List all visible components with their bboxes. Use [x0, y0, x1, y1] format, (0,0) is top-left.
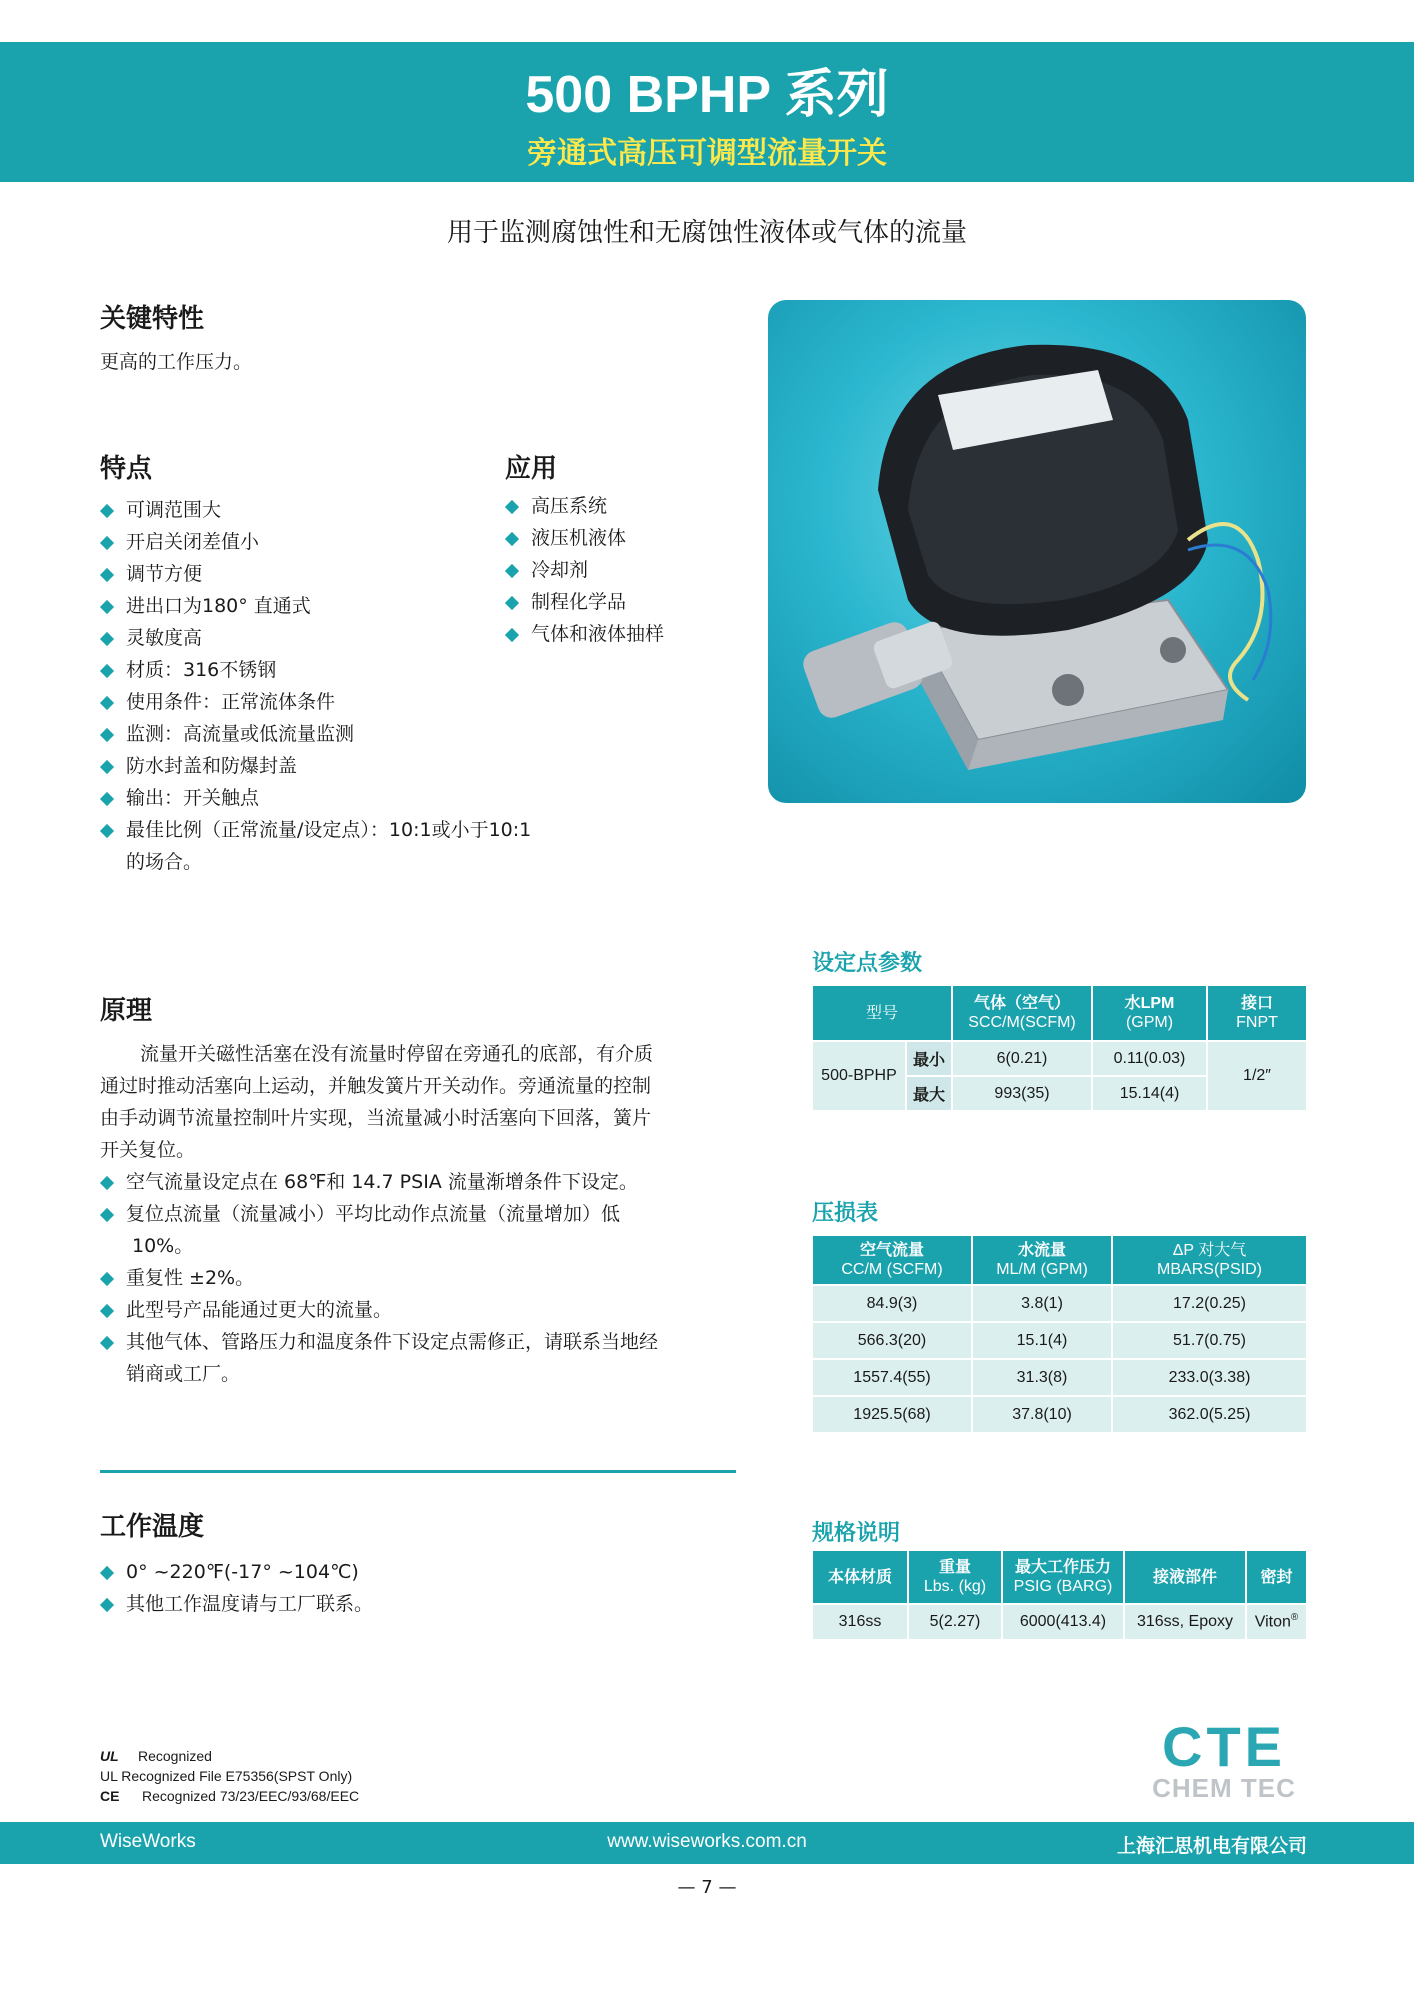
cert-block	[100, 1746, 359, 1806]
footer-brand: WiseWorks	[100, 1831, 196, 1852]
table-cell: 1557.4(55)	[812, 1359, 972, 1396]
page-subtitle: 旁通式高压可调型流量开关	[527, 136, 887, 171]
cte-logo	[1140, 1715, 1308, 1803]
product-photo	[768, 300, 1306, 803]
list-item: 空气流量设定点在 68℉和 14.7 PSIA 流量渐增条件下设定。	[100, 1166, 750, 1198]
list-item: 此型号产品能通过更大的流量。	[100, 1294, 750, 1326]
bullet-diamond-icon	[100, 568, 114, 582]
applications-heading: 应用	[505, 454, 558, 484]
column-header: 接口 FNPT	[1207, 985, 1307, 1041]
table-cell: 0.11(0.03)	[1092, 1041, 1207, 1076]
bullet-diamond-icon	[100, 1176, 114, 1190]
table-cell: 6(0.21)	[952, 1041, 1092, 1076]
list-item: 可调范围大	[100, 494, 580, 526]
list-item: 使用条件：正常流体条件	[100, 686, 580, 718]
footer-company: 上海汇思机电有限公司	[1116, 1835, 1307, 1857]
logo-top: CTE	[1162, 1715, 1286, 1778]
column-header: 气体（空气） SCC/M(SCFM)	[952, 985, 1092, 1041]
bullet-diamond-icon	[100, 600, 114, 614]
bullet-diamond-icon	[505, 532, 519, 546]
list-item: 进出口为180° 直通式	[100, 590, 580, 622]
bullet-diamond-icon	[100, 1566, 114, 1580]
table-cell: 316ss, Epoxy	[1124, 1604, 1246, 1640]
flow-switch-illustration	[768, 300, 1306, 803]
column-header: 型号	[812, 985, 952, 1041]
list-item-continuation: 的场合。	[126, 851, 203, 873]
table-cell: 5(2.27)	[908, 1604, 1002, 1640]
ul-mark-icon: UL	[100, 1748, 119, 1764]
bullet-diamond-icon	[505, 596, 519, 610]
bullet-diamond-icon	[100, 1336, 114, 1350]
bullet-diamond-icon	[505, 564, 519, 578]
logo-bottom: CHEM TEC	[1152, 1773, 1296, 1803]
table-cell: 最大	[906, 1076, 952, 1111]
bullet-diamond-icon	[100, 792, 114, 806]
column-header: ΔP 对大气 MBARS(PSID)	[1112, 1235, 1307, 1285]
bullet-diamond-icon	[100, 664, 114, 678]
column-header: 本体材质	[812, 1550, 908, 1604]
temperature-heading: 工作温度	[100, 1512, 205, 1542]
list-item: 冷却剂	[505, 554, 765, 586]
tagline: 用于监测腐蚀性和无腐蚀性液体或气体的流量	[446, 218, 967, 248]
table-cell: 51.7(0.75)	[1112, 1322, 1307, 1359]
table-cell: 6000(413.4)	[1002, 1604, 1124, 1640]
principle-bullets	[100, 1166, 750, 1390]
bullet-diamond-icon	[100, 536, 114, 550]
list-item: 调节方便	[100, 558, 580, 590]
principle-line: 通过时推动活塞向上运动，并触发簧片开关动作。旁通流量的控制	[100, 1075, 652, 1097]
table-cell: 316ss	[812, 1604, 908, 1640]
list-item: 材质：316不锈钢	[100, 654, 580, 686]
list-item: 其他工作温度请与工厂联系。	[100, 1588, 700, 1620]
table-cell: 362.0(5.25)	[1112, 1396, 1307, 1433]
table-row	[812, 1322, 1307, 1359]
bullet-diamond-icon	[100, 696, 114, 710]
list-item: 防水封盖和防爆封盖	[100, 750, 580, 782]
table-cell: 3.8(1)	[972, 1285, 1112, 1322]
list-item: 监测：高流量或低流量监测	[100, 718, 580, 750]
table-row	[812, 1396, 1307, 1433]
table-row	[812, 1285, 1307, 1322]
ce-mark-icon: CE	[100, 1788, 120, 1804]
table-cell: 1925.5(68)	[812, 1396, 972, 1433]
principle-line: 开关复位。	[100, 1139, 196, 1161]
bullet-diamond-icon	[505, 628, 519, 642]
table-cell: 233.0(3.38)	[1112, 1359, 1307, 1396]
key-features-heading: 关键特性	[100, 304, 205, 334]
list-item: 气体和液体抽样	[505, 618, 765, 650]
bullet-diamond-icon	[100, 1272, 114, 1286]
column-header: 空气流量 CC/M (SCFM)	[812, 1235, 972, 1285]
table-cell: 566.3(20)	[812, 1322, 972, 1359]
ul-recognized-line: UL Recognized	[100, 1748, 212, 1764]
column-header: 密封	[1246, 1550, 1307, 1604]
setpoint-table	[811, 984, 1308, 1112]
list-item: 液压机液体	[505, 522, 765, 554]
bullet-diamond-icon	[505, 500, 519, 514]
applications-list	[505, 490, 765, 650]
list-item: 最佳比例（正常流量/设定点）：10:1或小于10:1	[100, 814, 580, 846]
table-cell: 15.14(4)	[1092, 1076, 1207, 1111]
bullet-diamond-icon	[100, 824, 114, 838]
ul-file-line: UL Recognized File E75356(SPST Only)	[100, 1768, 353, 1784]
principle-line: 由手动调节流量控制叶片实现，当流量减小时活塞向下回落，簧片	[100, 1107, 652, 1129]
list-item: 复位点流量（流量减小）平均比动作点流量（流量增加）低	[100, 1198, 750, 1230]
table-cell: 993(35)	[952, 1076, 1092, 1111]
bullet-diamond-icon	[100, 760, 114, 774]
table-row	[812, 1604, 1307, 1640]
column-header: 水流量 ML/M (GPM)	[972, 1235, 1112, 1285]
table-cell: 15.1(4)	[972, 1322, 1112, 1359]
table-cell: 最小	[906, 1041, 952, 1076]
table-cell: 31.3(8)	[972, 1359, 1112, 1396]
column-header: 水LPM (GPM)	[1092, 985, 1207, 1041]
list-item: 其他气体、管路压力和温度条件下设定点需修正，请联系当地经	[100, 1326, 750, 1358]
column-header: 重量 Lbs. (kg)	[908, 1550, 1002, 1604]
table-row	[812, 1359, 1307, 1396]
list-item: 高压系统	[505, 490, 765, 522]
principle-text	[100, 1038, 740, 1166]
table-cell: 37.8(10)	[972, 1396, 1112, 1433]
list-item: 制程化学品	[505, 586, 765, 618]
page-number: — 7 —	[677, 1877, 737, 1898]
list-item: 输出：开关触点	[100, 782, 580, 814]
list-item: 0° ~220℉(-17° ~104℃)	[100, 1556, 700, 1588]
column-header: 最大工作压力 PSIG (BARG)	[1002, 1550, 1124, 1604]
list-item-continuation: 销商或工厂。	[126, 1363, 241, 1385]
pressure-table	[811, 1234, 1308, 1434]
table-row	[812, 1041, 1307, 1076]
bullet-diamond-icon	[100, 728, 114, 742]
bullet-diamond-icon	[100, 1304, 114, 1318]
temperature-list	[100, 1556, 700, 1620]
principle-heading: 原理	[100, 996, 153, 1026]
table-cell: 84.9(3)	[812, 1285, 972, 1322]
table-cell: 17.2(0.25)	[1112, 1285, 1307, 1322]
page-title: 500 BPHP 系列	[525, 66, 889, 124]
list-item-continuation: 10%。	[132, 1235, 194, 1257]
list-item: 重复性 ±2%。	[100, 1262, 750, 1294]
bullet-diamond-icon	[100, 632, 114, 646]
key-features-text: 更高的工作压力。	[100, 351, 253, 373]
bullet-diamond-icon	[100, 504, 114, 518]
section-divider	[100, 1470, 736, 1473]
principle-line: 流量开关磁性活塞在没有流量时停留在旁通孔的底部，有介质	[140, 1043, 654, 1065]
features-heading: 特点	[100, 454, 153, 484]
pressure-table-heading: 压损表	[812, 1201, 879, 1226]
setpoint-table-heading: 设定点参数	[812, 951, 923, 976]
ce-line: CE Recognized 73/23/EEC/93/68/EEC	[100, 1788, 360, 1804]
table-cell: 1/2″	[1207, 1041, 1307, 1111]
bullet-diamond-icon	[100, 1598, 114, 1612]
table-cell: 500-BPHP	[812, 1041, 906, 1111]
list-item: 开启关闭差值小	[100, 526, 580, 558]
spec-table-heading: 规格说明	[812, 1521, 901, 1546]
spec-table	[811, 1549, 1308, 1641]
list-item: 灵敏度高	[100, 622, 580, 654]
footer-url[interactable]: www.wiseworks.com.cn	[607, 1831, 807, 1852]
column-header: 接液部件	[1124, 1550, 1246, 1604]
table-cell: Viton®	[1246, 1604, 1307, 1640]
bullet-diamond-icon	[100, 1208, 114, 1222]
